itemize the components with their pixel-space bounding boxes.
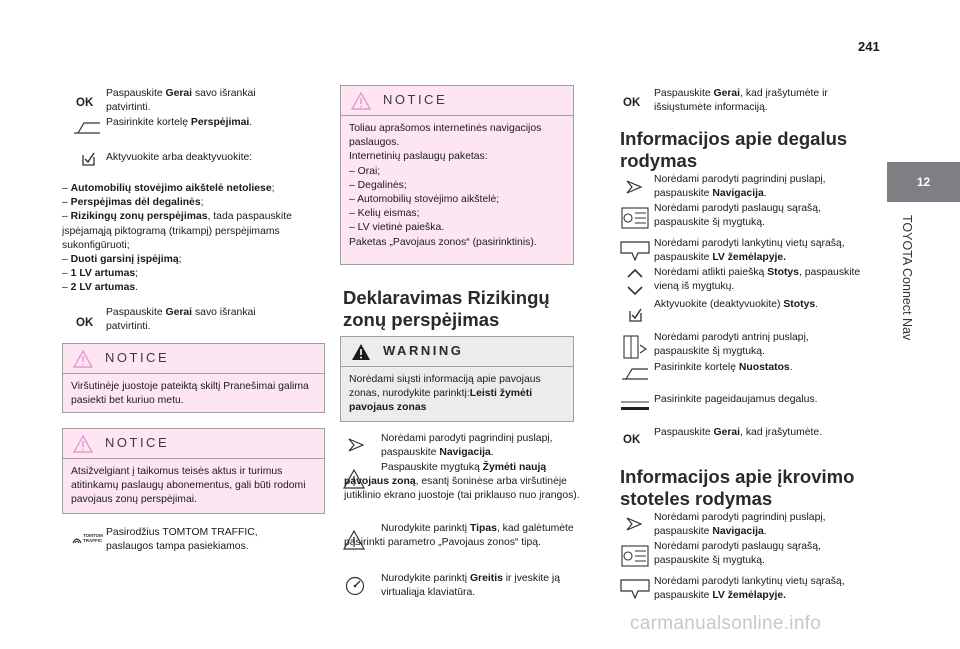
notice-triangle-icon bbox=[351, 92, 371, 110]
section-heading: Informacijos apie įkrovimo stoteles rodymas bbox=[620, 466, 855, 509]
text-block: Norėdami parodyti pagrindinį puslapį, paspauskite Navigacija. bbox=[654, 174, 826, 200]
ok-button-icon: OK bbox=[76, 97, 94, 109]
text-block: Paspauskite Gerai, kad įrašytumėte ir išsiųstumėte informaciją. bbox=[654, 88, 828, 114]
services-icon bbox=[621, 545, 649, 567]
list-item: – Rizikingų zonų perspėjimas, tada paspauskite įspėjamąją piktogramą (trikampį) perspėjimams sukonfigūruoti; bbox=[62, 211, 292, 251]
chapter-tab[interactable] bbox=[887, 162, 960, 202]
notice-box bbox=[62, 428, 325, 514]
text-block: Pasirinkite pageidaujamus degalus. bbox=[654, 394, 818, 405]
checkbox-icon bbox=[629, 308, 642, 322]
warning-box bbox=[340, 336, 574, 422]
text-block: Norėdami parodyti antrinį puslapį, paspauskite šį mygtuką. bbox=[654, 332, 809, 358]
text-block: Norėdami atlikti paiešką Stotys, paspauskite vieną iš mygtukų. bbox=[654, 267, 861, 293]
services-icon bbox=[621, 207, 649, 229]
navigation-arrow-icon bbox=[625, 516, 643, 532]
poi-map-icon bbox=[620, 579, 650, 599]
navigation-arrow-icon bbox=[625, 179, 643, 195]
text-block: Pasirodžius TOMTOM TRAFFIC, paslaugos tampa pasiekiamos. bbox=[106, 527, 258, 553]
warning-header bbox=[341, 337, 573, 367]
notice-title: NOTICE bbox=[383, 92, 448, 108]
text-block: Norėdami parodyti pagrindinį puslapį, paspauskite Navigacija. bbox=[654, 512, 826, 538]
text-block: Pasirinkite kortelę Nuostatos. bbox=[654, 362, 793, 373]
notice-box bbox=[340, 85, 574, 265]
poi-map-icon bbox=[620, 241, 650, 261]
ok-button-icon: OK bbox=[623, 97, 641, 109]
text-block: Norėdami parodyti lankytinų vietų sąrašą, paspauskite LV žemėlapyje. bbox=[654, 238, 845, 264]
chevron-up-icon bbox=[626, 267, 644, 279]
section-heading: Informacijos apie degalus rodymas bbox=[620, 128, 848, 171]
warning-title: WARNING bbox=[383, 343, 464, 359]
notice-box bbox=[62, 343, 325, 413]
text-block: Paspauskite Gerai savo išrankai patvirtinti. bbox=[106, 88, 256, 114]
navigation-arrow-icon bbox=[347, 437, 365, 453]
checkbox-icon bbox=[82, 152, 95, 166]
text-block: Aktyvuokite arba deaktyvuokite: bbox=[106, 152, 253, 163]
text-block: Paspauskite Gerai savo išrankai patvirtinti. bbox=[106, 307, 256, 333]
notice-body: Atsižvelgiant į taikomus teisės aktus ir turimus atitinkamų paslaugų abonementus, gali būti rodomi pavojaus zonų perspėjimai. bbox=[71, 466, 306, 506]
ok-button-icon: OK bbox=[76, 317, 94, 329]
notice-title: NOTICE bbox=[105, 350, 170, 366]
text-block: Aktyvuokite (deaktyvuokite) Stotys. bbox=[654, 299, 819, 310]
selection-bar-icon bbox=[620, 400, 650, 412]
tab-icon bbox=[72, 121, 102, 135]
text-block: Norėdami parodyti lankytinų vietų sąrašą, paspauskite LV žemėlapyje. bbox=[654, 576, 845, 602]
warning-body: Norėdami siųsti informaciją apie pavojaus zonas, nurodykite parinktį:Leisti žymėti pavojaus zonas bbox=[349, 374, 541, 414]
chevron-down-icon bbox=[626, 285, 644, 297]
page-number: 241 bbox=[858, 39, 880, 54]
list-item: – Automobilių stovėjimo aikštelė netoliese; bbox=[62, 183, 275, 194]
notice-header bbox=[63, 344, 324, 374]
chapter-title: TOYOTA Connect Nav bbox=[900, 215, 915, 341]
tomtom-traffic-logo: TOMTOM TRAFFIC bbox=[72, 532, 106, 548]
notice-body: Viršutinėje juostoje pateiktą skiltį Pranešimai galima pasiekti bet kuriuo metu. bbox=[71, 381, 309, 407]
text-block: Nurodykite parinktį Greitis ir įveskite ją virtualiąja klaviatūra. bbox=[381, 573, 561, 599]
notice-title: NOTICE bbox=[105, 435, 170, 451]
warning-triangle-icon bbox=[351, 343, 371, 361]
text-block: Norėdami parodyti paslaugų sąrašą, paspauskite šį mygtuką. bbox=[654, 203, 821, 229]
text-block: Paspauskite Gerai, kad įrašytumėte. bbox=[654, 427, 823, 438]
list-item: – Perspėjimas dėl degalinės; bbox=[62, 197, 204, 209]
list-item: – 2 LV artumas. bbox=[62, 282, 139, 294]
list-item: – Duoti garsinį įspėjimą; bbox=[62, 254, 182, 266]
tab-icon bbox=[620, 367, 650, 381]
text-block: Nurodykite parinktį Tipas, kad galėtumėte pasirinkti parametro „Pavojaus zonos“ tipą. bbox=[344, 523, 574, 549]
notice-header bbox=[63, 429, 324, 459]
notice-triangle-icon bbox=[73, 435, 93, 453]
text-block: Norėdami parodyti pagrindinį puslapį, paspauskite Navigacija. bbox=[381, 433, 553, 459]
text-block: Norėdami parodyti paslaugų sąrašą, paspauskite šį mygtuką. bbox=[654, 541, 821, 567]
notice-body: Toliau aprašomos internetinės navigacijos paslaugos. Internetinių paslaugų paketas: – Orai; – Degalinės; – Automobilių stovėjimo aikštelė; – Kelių eismas; – LV vietinė paieška. Paketas „Pavojaus zonos“ (pasirinktinis). bbox=[349, 123, 542, 248]
option-list bbox=[62, 182, 322, 296]
section-heading: Deklaravimas Rizikingų zonų perspėjimas bbox=[343, 287, 550, 330]
notice-triangle-icon bbox=[73, 350, 93, 368]
secondary-page-icon bbox=[623, 335, 647, 359]
list-item: – 1 LV artumas; bbox=[62, 268, 139, 280]
speedometer-icon bbox=[345, 576, 365, 596]
text-block: Pasirinkite kortelę Perspėjimai. bbox=[106, 117, 253, 128]
text-block: Paspauskite mygtuką Žymėti naują pavojaus zoną, esantį šoninėse arba viršutinėje jutiklinio ekrano juostoje (tai priklauso nuo įrangos). bbox=[344, 462, 580, 502]
footer-watermark: carmanualsonline.info bbox=[630, 613, 822, 634]
notice-header bbox=[341, 86, 573, 116]
ok-button-icon: OK bbox=[623, 434, 641, 446]
chapter-number: 12 bbox=[916, 174, 931, 189]
